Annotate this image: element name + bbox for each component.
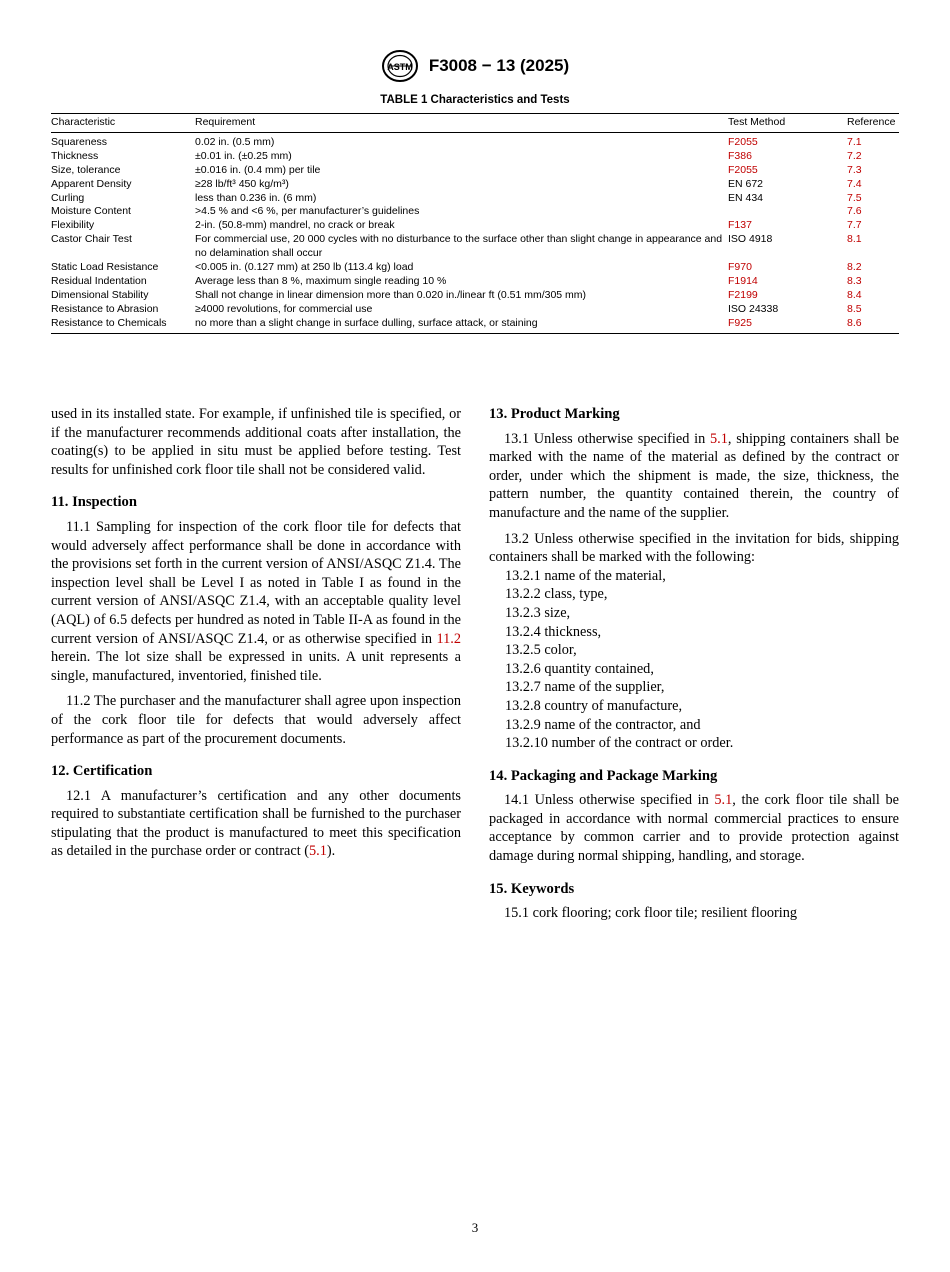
table-row: [51, 132, 899, 149]
requirement-cell: ≥28 lb/ft³ 450 kg/m³): [195, 177, 289, 190]
page-header: [0, 49, 950, 83]
list-item: 13.2.2 class, type,: [505, 586, 608, 603]
link-5-1[interactable]: 5.1: [714, 792, 733, 809]
reference-cell[interactable]: 7.4: [847, 177, 862, 190]
reference-cell[interactable]: 8.3: [847, 274, 862, 287]
list-item: 13.2.6 quantity contained,: [505, 660, 654, 677]
requirement-cell: Shall not change in linear dimension more than 0.020 in./linear ft (0.51 mm/305 mm): [195, 288, 587, 301]
test-method-cell[interactable]: F970: [728, 261, 752, 274]
reference-cell[interactable]: 7.2: [847, 149, 862, 162]
list-item: 13.2.4 thickness,: [505, 623, 602, 640]
table-row: [51, 178, 899, 192]
section-11-heading: 11. Inspection: [51, 494, 137, 511]
requirement-cell: Average less than 8 %, maximum single reading 10 %: [195, 274, 447, 287]
right-column: [489, 405, 899, 923]
test-method-cell[interactable]: F137: [728, 219, 752, 232]
table-row: [51, 303, 899, 317]
column-header: Test Method: [728, 114, 847, 133]
characteristic-cell: Thickness: [51, 149, 99, 162]
table-row: [51, 205, 899, 219]
list-item: 13.2.8 country of manufacture,: [505, 697, 683, 714]
section-14-heading: 14. Packaging and Package Marking: [489, 767, 718, 784]
marking-list: [489, 567, 899, 753]
table-row: [51, 192, 899, 206]
reference-cell[interactable]: 7.7: [847, 219, 862, 232]
requirement-cell: ±0.01 in. (±0.25 mm): [195, 149, 292, 162]
page-number: 3: [471, 1220, 479, 1235]
reference-cell[interactable]: 7.6: [847, 205, 862, 218]
paragraph-11-1: 11.1 Sampling for inspection of the cork floor tile for defects that would adversely affect performance shall be done in accordance with the provisions set forth in the current version of ANSI/ASQC Z1.4. The inspection level shall be Level I as noted in Table I as found in the current version of ANSI/ASQC Z1.4, with an acceptable quality level (AQL) of 6.5 defects per hundred as noted in Table II-A as found in the current version of ANSI/ASQC Z1.4, or as otherwise specified in 11.2 herein. The lot size shall be expressed in units. A unit represents a single, manufactured, inventoried, finished tile.: [51, 518, 461, 684]
table-row: [51, 261, 899, 275]
reference-cell[interactable]: 8.2: [847, 261, 862, 274]
column-header: Characteristic: [51, 114, 195, 133]
link-11-2[interactable]: 11.2: [436, 630, 461, 647]
table-body: [51, 132, 899, 333]
test-method-cell: EN 434: [728, 191, 764, 204]
paragraph-13-2: 13.2 Unless otherwise specified in the invitation for bids, shipping containers shall be marked with the following:: [489, 530, 899, 566]
table-row: [51, 289, 899, 303]
characteristic-cell: Flexibility: [51, 219, 95, 232]
link-5-1[interactable]: 5.1: [710, 430, 728, 447]
paragraph-14-1: 14.1 Unless otherwise specified in 5.1, the cork floor tile shall be packaged in accordance with normal commercial practices to ensure acceptance by common carrier and to provide protection against damage during normal shipping, handling, and storage.: [489, 792, 899, 865]
column-header: Requirement: [195, 114, 728, 133]
table-row: [51, 233, 899, 261]
list-item: 13.2.1 name of the material,: [505, 567, 666, 584]
list-item: 13.2.5 color,: [505, 642, 577, 659]
paragraph-15-1: 15.1 cork flooring; cork floor tile; resilient flooring: [504, 905, 798, 922]
test-method-cell[interactable]: F2055: [728, 135, 758, 148]
section-13-heading: 13. Product Marking: [489, 406, 620, 422]
characteristic-cell: Apparent Density: [51, 177, 132, 190]
paragraph-12-1: 12.1 A manufacturer’s certification and any other documents required to substantiate certification shall be furnished to the purchaser stipulating that the product is manufactured to meet this specification as detailed in the purchase order or contract (5.1).: [51, 787, 461, 860]
test-method-cell[interactable]: F2199: [728, 288, 758, 301]
left-column: [51, 405, 461, 861]
requirement-cell: no more than a slight change in surface dulling, surface attack, or staining: [195, 316, 538, 329]
test-method-cell: EN 672: [728, 177, 764, 190]
astm-logo-icon: [381, 49, 419, 83]
table-row: [51, 164, 899, 178]
characteristic-cell: Squareness: [51, 135, 108, 148]
requirement-cell: 0.02 in. (0.5 mm): [195, 135, 275, 148]
reference-cell[interactable]: 8.4: [847, 288, 862, 301]
test-method-cell: ISO 4918: [728, 233, 773, 246]
characteristics-table: [51, 113, 899, 334]
requirement-cell: >4.5 % and <6 %, per manufacturer’s guidelines: [195, 205, 420, 218]
test-method-cell[interactable]: F2055: [728, 163, 758, 176]
standard-designation: F3008 − 13 (2025): [428, 56, 570, 75]
paragraph-13-1: 13.1 Unless otherwise specified in 5.1, shipping containers shall be marked with the name of the material as defined by the contract or order, under which the shipment is made, the size, thickness, the pattern number, the quantity contained therein, the country of manufacture and the name of the supplier.: [489, 430, 899, 521]
list-item: 13.2.3 size,: [505, 604, 571, 621]
characteristic-cell: Moisture Content: [51, 205, 131, 218]
section-15-heading: 15. Keywords: [489, 880, 575, 897]
table-row: [51, 150, 899, 164]
svg-text:ASTM: ASTM: [387, 62, 413, 72]
list-item: 13.2.9 name of the contractor, and: [505, 716, 701, 733]
requirement-cell: less than 0.236 in. (6 mm): [195, 191, 317, 204]
table-title: TABLE 1 Characteristics and Tests: [380, 94, 570, 106]
reference-cell[interactable]: 7.5: [847, 191, 862, 204]
requirement-cell: ±0.016 in. (0.4 mm) per tile: [195, 163, 321, 176]
column-header: Reference: [847, 114, 899, 133]
table-row: [51, 317, 899, 333]
reference-cell[interactable]: 7.1: [847, 135, 862, 148]
table-row: [51, 275, 899, 289]
table-row: [51, 219, 899, 233]
section-12-heading: 12. Certification: [51, 763, 153, 780]
list-item: 13.2.10 number of the contract or order.: [505, 735, 734, 752]
reference-cell[interactable]: 8.5: [847, 302, 862, 315]
link-5-1[interactable]: 5.1: [309, 843, 327, 860]
test-method-cell[interactable]: F925: [728, 316, 752, 329]
paragraph-11-2: 11.2 The purchaser and the manufacturer shall agree upon inspection of the cork floor tile for defects that would adversely affect performance as part of the procurement documents.: [51, 693, 461, 747]
requirement-cell: For commercial use, 20 000 cycles with no disturbance to the surface other than slight change in appearance and no delamination shall occur: [195, 233, 723, 260]
test-method-cell[interactable]: F1914: [728, 274, 758, 287]
test-method-cell[interactable]: F386: [728, 149, 752, 162]
characteristic-cell: Static Load Resistance: [51, 261, 159, 274]
characteristic-cell: Curling: [51, 191, 85, 204]
characteristic-cell: Size, tolerance: [51, 163, 121, 176]
characteristic-cell: Dimensional Stability: [51, 288, 149, 301]
characteristic-cell: Resistance to Chemicals: [51, 316, 167, 329]
requirement-cell: ≥4000 revolutions, for commercial use: [195, 302, 373, 315]
reference-cell[interactable]: 8.6: [847, 316, 862, 329]
table-header-row: [51, 114, 899, 133]
characteristic-cell: Resistance to Abrasion: [51, 302, 159, 315]
requirement-cell: <0.005 in. (0.127 mm) at 250 lb (113.4 kg) load: [195, 261, 414, 274]
test-method-cell: [728, 205, 847, 219]
characteristic-cell: Residual Indentation: [51, 274, 147, 287]
characteristic-cell: Castor Chair Test: [51, 233, 132, 246]
requirement-cell: 2-in. (50.8-mm) mandrel, no crack or break: [195, 219, 395, 232]
reference-cell[interactable]: 7.3: [847, 163, 862, 176]
list-item: 13.2.7 name of the supplier,: [505, 679, 665, 696]
reference-cell[interactable]: 8.1: [847, 233, 862, 246]
test-method-cell: ISO 24338: [728, 302, 779, 315]
continuation-paragraph: used in its installed state. For example, if unfinished tile is specified, or if the manufacturer recommends additional coats after installation, the coating(s) to be applied in situ must be applied before testing. Test results for unfinished cork floor tile shall not be considered valid.: [51, 406, 461, 478]
